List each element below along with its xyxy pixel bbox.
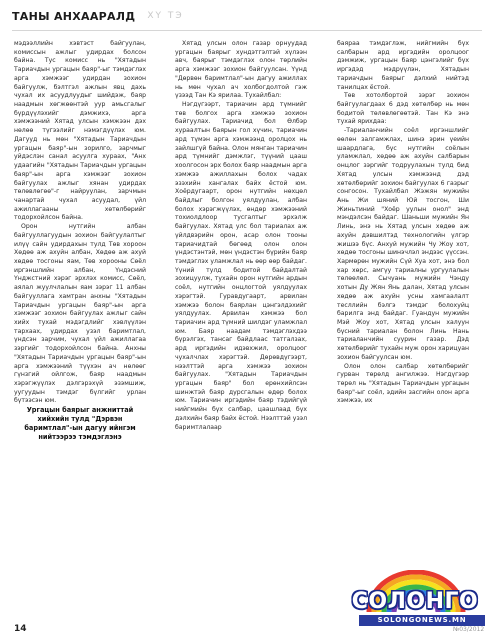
paragraph: Төв хотолбортой зэрэг зохион байгуулагдаах 6 дэд хөтөлбөр нь мөн бодитой төлөвлөгөөтэй. Тан Кэ энэ тухай ярихдаа: — [337, 92, 469, 126]
section-title: ТАНЫ АНХААРАЛД — [12, 9, 136, 23]
paragraph: -Тариаланчийн соёл иргэншлийг өөлөн залгамжлах, шинэ эрин үеийн шаардлага, бүс нутгийн соёлын уламжлал, хөдөө аж ахуйн салбарын онцлог зэргийг тодруулахын тулд бид Хятад улсын хэмжээнд дэд хөтөлбөрийг зохион байгуулах 6 газрыг сонгосон. Тухайлбал Жэжян мужийн Ань Жи шяний Юй тосгон, Ши Жиньтиний "Хоёр уулын онол" энд мэндэлсэн байдаг. Шаньши мужийн Ян Линь, энэ нь Хятад улсын хөдөө аж ахуйн дэвшилтэд технологийн үлгэр жишээ бүс. Анхуй мужийн Чу Жоу хот, хөдөө тосгоны шинэчлэл эндээс үүссэн. Хармөрөн мужийн Сүй Хуа хот, энэ бол хар хөрс, амгүу тариалны ургуулалын төлөөлөл. Сычуань мужийн Чэнду хотын Ду Жян Янь далан, Хятад улсын хөдөө аж ахуйн усны хамгаалалт тесллийн бэлгэ тэмдэг болохуйц барилга энд байдаг. Гуандун мужийн Мэй Жоу хот, Хятад улсын халуун бүсний тариалан болон Линь Нань тариаланчийн суурин газар. Дэд хөтөлбөрийг тухайн муж орон харицуан зохион байгуулсан юм. — [337, 127, 469, 361]
page-number: 14 — [14, 624, 27, 634]
article-column-1 — [14, 40, 146, 441]
issue-label: №03/2012 — [453, 626, 485, 633]
watermark-logo — [345, 570, 485, 632]
paragraph: Хятад улсын олон газар орнуудад ургацын баярыг хундэтгэлтэй хүлээн авч, баярыг тэмдэглэх олон төрлийн арга хэмжээг зохион байгуулсан. Үүнд "Дөрвөн баримтлал"-ын дагуу ажиллах нь мөн чухал ач холбогдолтой гэж үзээд Тан Кэ ярилаа. Тухайлбал: — [175, 40, 307, 100]
section-subtitle: ХҮ ТЭ — [147, 11, 184, 21]
header-divider — [12, 30, 482, 31]
subheading: Ургацын баярыг анжниттай хийхийн тулд "Дэрвэн баримтлал"-ын дагуу ийнгэм нийтээрээ тэмдэглэнэ — [24, 406, 136, 441]
logo-url: SOLONGONEWS.MN — [359, 615, 485, 626]
paragraph: Олон олон салбар хөтөлбөрийг гурван төрөлд ангилжээ. Нэгдүгээр төрөл нь "Хятадын Тариачдын ургацын баяр"-ыг соёл, эдийн засгийн олон арга хэмжээ, их — [337, 362, 469, 405]
paragraph: баяраа тэмдэглэж, нийгмийн бүх салбарын ард иргэдийн оролцоог дэмжиж, ургацын баяр цэнгэлийг бүх иргэдэд мэдрүүлэн, Хятадын тариачдын баярыг дэлхий нийтэд танилцах ёстой. — [337, 40, 469, 91]
article-column-3 — [337, 40, 469, 406]
paragraph: Нэгдүгээрт, тариачин ард түмнийг төв болгох арга хэмжээ зохион байгуулах. Тариачид бол Өлбэр хураалтын баярын гол хүчин, тариачин ард түмэн арга хэмжээнд оролцох нь зайлшгүй байна. Олон мянган тариачин ард түмнийг дэмжлэг, түүний цааш хоолгосон эрх болох баяр наадмын арга хэмжээ ажиллахын болох чадах эзэхийн хангалах байх ёстой юм. Хоёрдугаарт, орон нутгийн нөхцөл байдлыг болгон уялдуулан, албан болох хэрэгжүүлэх, өндөр хэмжээний тохиолдлоор тусгалтыг эрхэлж байгуулах. Хятад улс бол тариалах аж үйлдвэрийн орон, асар олон тооны тариачидтай бөгөөд олон олон үндэстэнтэй, мөн үндэстэн бүрийн баяр тэмдэглэх уламжлал нь өөр өөр байдаг. Үүний тулд бодитой байдалтай зохицуулж, тухайн орон нутгийн ардын соёл, нутгийн онцлогтой уялдуулах хэрэгтэй. Гуравдугаарт, арвилан хэмжээ болон баярлан цэнгэлдэхийг уялдуулах. Арвилан хэмжээ бол тариачин ард түмний шилдэг уламжлал юм. Баяр наадам тэмдэглэхдээ бүрэлгэх, тансаг байдлаас татгалзах, ард иргэдийн идэвхжил, оролцоог чухалчлах хэрэгтэй. Дөрөвдүгээрт, нээлттэй арга хэмжээ зохион байгуулах. "Хятадын Тариачдын ургацын баяр" бол ерөнхийлсэн шинжтэй баяр дурсгалын өдөр болох юм. Тариачин иргэдийн баяр тэдийгүй нийгмийн бүх салбар, цаашлаад бүх дэлхийн баяр байх ёстой. Нээлттэй узэл баримтлалаар — [175, 101, 307, 431]
page-header — [0, 0, 487, 32]
paragraph: Орон нутгийн албан байгууллагуудын зохион байгуулалтыг илүү сайн удирдахын тулд Төв хороон Хөдөө аж ахуйн албан, Хөдөө аж ахуй хөдөө тосгоны яам, Төв хорооны Сөёл иргэншлийн албан, Үндэсний Үнджстний хэрэг эрхлэх комисс, Сөёл, аялал жуулчлалын яам зэрэг 11 албан байгууллага хамтран анхны "Хятадын Тариачдын ургацын баяр"-ын арга хэмжээг зохион байгуулах ажлыг сайн хийх тухай мэдэгдлийг хэвлүүлэн тархаах, удирдах узэл баримтлал, үндсэн зарчим, чухал үйл ажиллагаа зэргийг тодорхойлсон байна. Анхны "Хятадын Тариачдын ургацын баяр"-ын арга хэмжээний түүхэн ач нөлөөг гүнзгий ойлгож, баяр наадмын хэрэгжүүлэх дэлгэрэхүй эзэмшиж, уугуудын тэмдэг бүлгийг урлан бүтээсэн юм. — [14, 223, 146, 405]
article-column-2 — [175, 40, 307, 432]
paragraph: мэдээллийн хэвтэст байгуулан, комиссын ажлыг удирдах болсон байна. Тус комисс нь "Хятадын Тариачдын ургацын баяр"-ыг тэмдэглэх арга хэмжээг удирдан зохион байгуулж, бэлтгэл ажлын явц дахь чухал их асуудлуудыг шийдэж, баяр наадмын хөгжөөнтэй уур амьсгалыг бүрдүүлэхийг дэмжихэ, арга хэмжээний Хятад улсын хэмжээн дэх нөлөө түгээлийг нэмэгдүүлэх юм. Дагууд нь мөн "Хятадын Тариачдын ургацын баяр"-ын зорилго, зарчмыг уйдэслэн санал асуулга хураах, "Анх удаагийн "Хятадын Тариачдын ургацын баяр"-ын арга хэмжээг зохион байгуулах ажлыг хянан удирдах төлөвлөгөө"-г найруулан, зарчмын чанартай чухал асуудал, үйл ажиллагааны хөтөлбөрийг тодорхойлсон байна. — [14, 40, 146, 222]
logo-name: СОЛОНГО — [351, 589, 479, 614]
